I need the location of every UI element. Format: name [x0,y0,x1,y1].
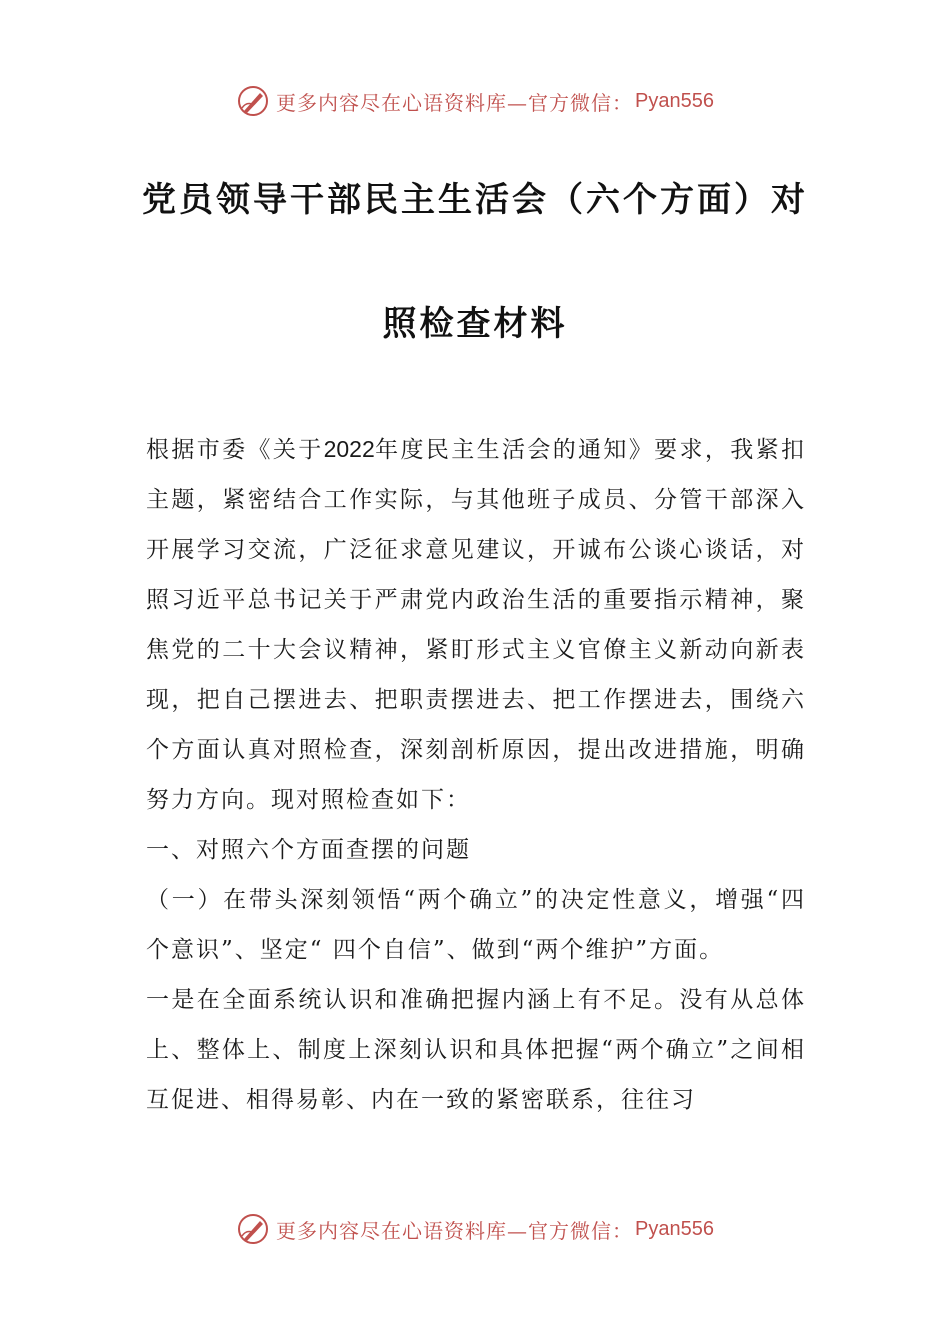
watermark-wechat-id: Pyan556 [635,1217,714,1240]
quill-pen-icon [236,1212,270,1246]
subsection-heading: （一）在带头深刻领悟“两个确立”的决定性意义，增强“四个意识”、坚定“ 四个自信”、做到“两个维护”方面。 [146,887,806,963]
intro-paragraph [146,424,806,825]
point-paragraph: 一是在全面系统认识和准确把握内涵上有不足。没有从总体上、整体上、制度上深刻认识和具体把握“两个确立”之间相互促进、相得易彰、内在一致的紧密联系，往往习 [146,987,806,1113]
intro-text-a: 根据市委《关于 [146,437,324,463]
watermark-footer [0,1212,950,1246]
intro-year: 2022 [323,436,375,462]
quill-pen-icon [236,84,270,118]
section-heading: 一、对照六个方面查摆的问题 [146,837,471,863]
watermark-header [0,84,950,118]
document-title-line-1: 党员领导干部民主生活会（六个方面）对 [142,180,808,220]
watermark-text: 更多内容尽在心语资料库—官方微信： [276,1218,634,1243]
document-body [146,424,806,1125]
document-title-line-2: 照检查材料 [382,304,568,344]
watermark-wechat-id: Pyan556 [635,89,714,112]
watermark-text: 更多内容尽在心语资料库—官方微信： [276,90,634,115]
intro-text-b: 年度民主生活会的通知》要求，我紧扣主题，紧密结合工作实际，与其他班子成员、分管干部深入开展学习交流，广泛征求意见建议，开诚布公谈心谈话，对照习近平总书记关于严肃党内政治生活的重要指示精神，聚焦党的二十大会议精神，紧盯形式主义官僚主义新动向新表现，把自己摆进去、把职责摆进去、把工作摆进去，围绕六个方面认真对照检查，深刻剖析原因，提出改进措施，明确努力方向。现对照检查如下： [146,437,807,813]
